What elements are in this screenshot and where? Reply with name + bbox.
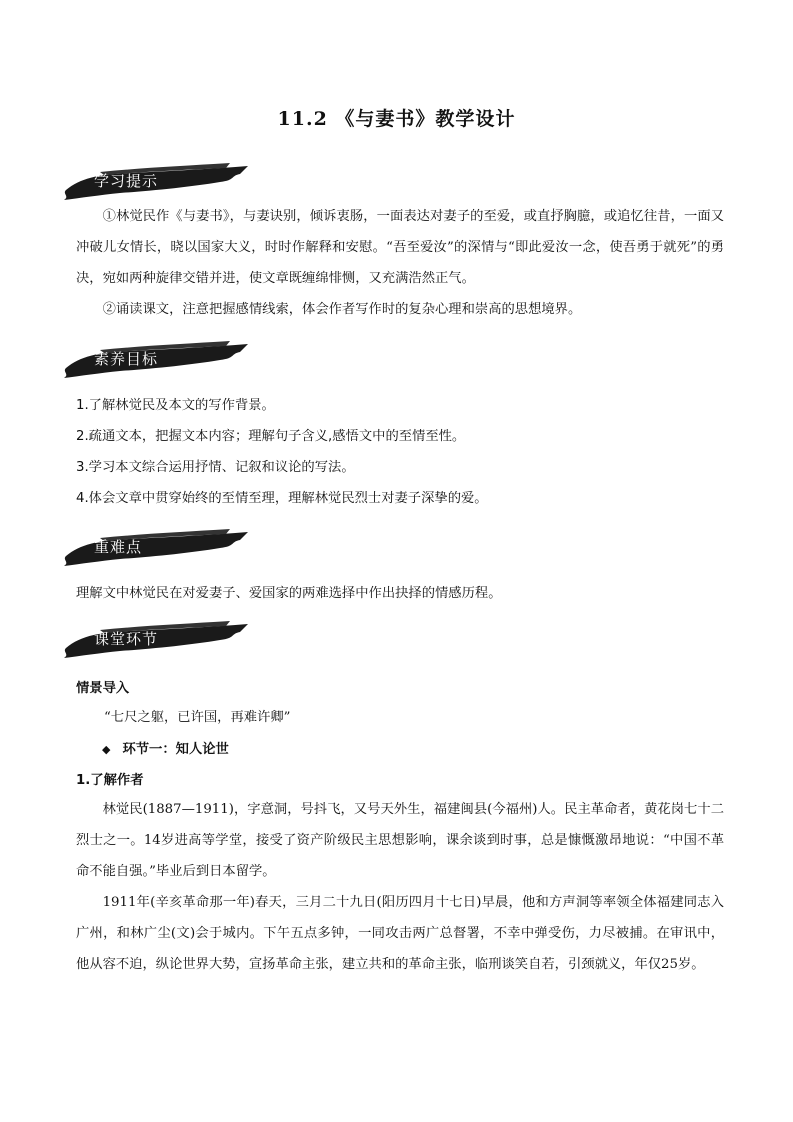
brush-stroke-decoration — [60, 526, 252, 570]
paragraph: 林觉民(1887—1911)，字意洞，号抖飞，又号天外生，福建闽县(今福州)人。民主革命者，黄花岗七十二烈士之一。14岁进高等学堂，接受了资产阶级民主思想影响，课余谈到时事，总是慷慨激昂地说：“中国不革命不能自强。”毕业后到日本留学。 — [76, 802, 724, 879]
list-item: 1.了解林觉民及本文的写作背景。 — [76, 398, 275, 413]
step-heading — [102, 738, 750, 757]
paragraph: 理解文中林觉民在对爱妻子、爱国家的两难选择中作出抉择的情感历程。 — [76, 586, 502, 601]
section-heading: 重难点 — [94, 538, 143, 556]
section-heading: 素养目标 — [94, 350, 159, 368]
list-item: 3.学习本文综合运用抒情、记叙和议论的写法。 — [76, 460, 355, 475]
section-banner-tips — [60, 160, 252, 204]
subheading: 情景导入 — [76, 681, 130, 696]
section-heading: 课堂环节 — [94, 630, 159, 648]
section-banner-classroom — [60, 618, 252, 662]
paragraph: 1911年(辛亥革命那一年)春天，三月二十九日(阳历四月十七日)早晨，他和方声洞等率领全体福建同志入广州，和林广尘(文)会于城内。下午五点多钟，一同攻击两广总督署，不幸中弹受伤，力尽被捕。在审讯中，他从容不迫，纵论世界大势，宣扬革命主张，建立共和的革命主张，临刑谈笑自若，引颈就义，年仅25岁。 — [76, 895, 724, 972]
paragraph: ①林觉民作《与妻书》，与妻诀别，倾诉衷肠，一面表达对妻子的至爱，或直抒胸臆，或追忆往昔，一面又冲破儿女情长，晓以国家大义，时时作解释和安慰。“吾至爱汝”的深情与“即此爱汝一念，使吾勇于就死”的勇决，宛如两种旋律交错并进，使文章既缠绵悱恻，又充满浩然正气。 — [76, 209, 724, 286]
quote: “七尺之躯，已许国，再难许卿” — [104, 710, 291, 725]
paragraph: ②诵读课文，注意把握感情线索，体会作者写作时的复杂心理和崇高的思想境界。 — [102, 302, 582, 317]
section-heading: 学习提示 — [94, 172, 159, 190]
section-banner-keypoints — [60, 526, 252, 570]
subheading: 1.了解作者 — [76, 773, 144, 788]
diamond-bullet-icon: ◆ — [102, 743, 111, 756]
document-title: 11.2 《与妻书》教学设计 — [277, 108, 516, 130]
section-banner-goals — [60, 338, 252, 382]
list-item: 2.疏通文本，把握文本内容；理解句子含义,感悟文中的至情至性。 — [76, 429, 466, 444]
step-label: 环节一：知人论世 — [122, 742, 229, 757]
list-item: 4.体会文章中贯穿始终的至情至理，理解林觉民烈士对妻子深挚的爱。 — [76, 491, 488, 506]
